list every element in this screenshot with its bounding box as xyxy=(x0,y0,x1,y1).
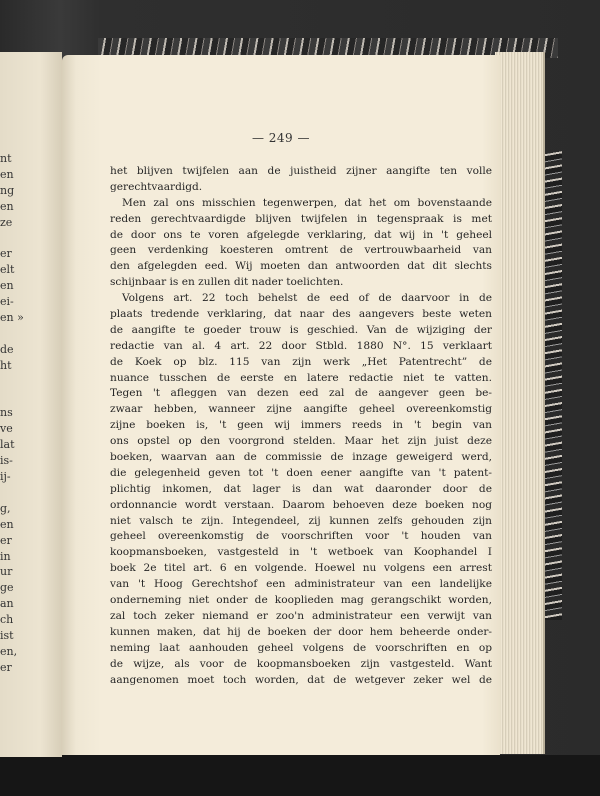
left-page-fragment: ns xyxy=(0,406,13,420)
left-page-fragment: ve xyxy=(0,422,13,436)
left-page-fragment: er xyxy=(0,533,12,547)
left-page-fragment: ng xyxy=(0,183,15,197)
right-page xyxy=(62,55,500,755)
left-page-fragment: de xyxy=(0,342,14,356)
text-line: koopmansboeken, vastgesteld in 't wetboek van Koophandel I xyxy=(110,546,492,559)
text-line: onderneming niet onder de kooplieden mag gerangschikt worden, xyxy=(110,594,492,607)
left-page-fragment: an xyxy=(0,597,14,611)
table-surface xyxy=(0,755,600,796)
page-edges xyxy=(495,52,545,754)
text-line: geen verdenking koesteren omtrent de vertrouwbaarheid van xyxy=(110,244,492,257)
text-line: de door ons te voren afgelegde verklaring, dat wij in 't geheel xyxy=(110,228,492,241)
text-line: nuance tusschen de eerste en latere redactie niet te vatten. xyxy=(110,371,492,384)
text-line: den afgelegden eed. Wij moeten dan antwoorden dat dit slechts xyxy=(110,260,492,273)
text-line: Tegen 't afleggen van dezen eed zal de aangever geen be- xyxy=(110,387,492,400)
left-page-fragment: ch xyxy=(0,613,14,627)
text-line: ordonnancie wordt verstaan. Daarom behoeven deze boeken nog xyxy=(110,498,492,511)
left-page-fragment: lat xyxy=(0,438,15,452)
text-line: aangenomen moet toch worden, dat de wetgever zeker wel de xyxy=(110,673,492,686)
text-line: van 't Hoog Gerechtshof een administrateur van een landelijke xyxy=(110,578,492,591)
text-line: de aangifte te goeder trouw is geschied. Van de wijziging der xyxy=(110,323,492,336)
text-line: boek 2e titel art. 6 en volgende. Hoewel nu volgens een arrest xyxy=(110,562,492,575)
text-line: reden gerechtvaardigde blijven twijfelen in tegenspraak is met xyxy=(110,212,492,225)
left-page-fragment: ei- xyxy=(0,295,14,309)
text-line: boeken, waarvan aan de commissie de inzage geweigerd werd, xyxy=(110,451,492,464)
text-line: schijnbaar is en zullen dit nader toelichten. xyxy=(110,276,344,289)
left-page-fragment: elt xyxy=(0,263,15,277)
left-page-fragment: ist xyxy=(0,629,14,642)
text-line: kunnen maken, dat hij de boeken der door hem beheerde onder- xyxy=(110,625,492,638)
left-page-fragment: en xyxy=(0,279,14,293)
text-line: Volgens art. 22 toch behelst de eed of de daarvoor in de xyxy=(122,292,492,305)
text-line: gerechtvaardigd. xyxy=(110,180,203,193)
left-page-fragment: er xyxy=(0,660,12,674)
left-page-fragment: ht xyxy=(0,358,12,372)
text-line: plaats tredende verklaring, dat naar des aangevers beste weten xyxy=(110,308,492,321)
left-page-fragment: ij- xyxy=(0,470,11,483)
left-page-fragment: er xyxy=(0,247,12,261)
text-line: niet valsch te zijn. Integendeel, zij kunnen zelfs gehouden zijn xyxy=(110,514,492,527)
text-line: de Koek op blz. 115 van zijn werk „Het Patentrecht” de xyxy=(110,355,492,368)
text-line: het blijven twijfelen aan de juistheid zijner aangifte ten volle xyxy=(110,165,492,177)
left-page xyxy=(0,52,62,757)
left-page-fragment: en xyxy=(0,199,14,213)
left-page-fragment: en xyxy=(0,167,14,181)
left-page-fragment: is- xyxy=(0,454,13,468)
text-line: de wijze, als voor de koopmansboeken zijn vastgesteld. Want xyxy=(110,657,492,670)
left-page-fragment: ur xyxy=(0,565,13,579)
text-line: Men zal ons misschien tegenwerpen, dat het om bovenstaande xyxy=(122,196,492,209)
text-line: ons opstel op den voorgrond stelden. Maar het zijn juist deze xyxy=(110,435,492,448)
left-page-fragment: en » xyxy=(0,311,24,324)
text-line: zwaar hebben, wanneer zijne aangifte geheel overeenkomstig xyxy=(110,403,492,416)
text-line: zijne boeken is, 't geen wij immers reeds in 't begin van xyxy=(110,419,492,432)
left-page-fragment: ze xyxy=(0,215,13,229)
left-page-fragment: g, xyxy=(0,501,11,515)
text-line: zal toch zeker niemand er zoo'n administrateur een verwijt van xyxy=(110,609,492,622)
text-line: plichtig inkomen, dat lager is dan wat daaronder door de xyxy=(110,482,492,495)
left-page-fragment: en, xyxy=(0,644,18,658)
page-number: — 249 — xyxy=(251,131,311,145)
text-line: redactie van al. 4 art. 22 door Stbld. 1880 N°. 15 verklaart xyxy=(110,339,492,352)
text-line: geheel overeenkomstig de voorschriften voor 't houden van xyxy=(110,530,492,543)
left-page-fragment: in xyxy=(0,549,11,563)
left-page-fragment: en xyxy=(0,517,14,531)
left-page-fragment: nt xyxy=(0,152,12,165)
text-line: die gelegenheid geven tot 't doen eener aangifte van 't patent- xyxy=(110,466,492,479)
left-page-fragment: ge xyxy=(0,581,14,595)
body-text xyxy=(110,164,492,688)
text-line: neming laat aanhouden geheel volgens de voorschriften en op xyxy=(110,641,492,654)
